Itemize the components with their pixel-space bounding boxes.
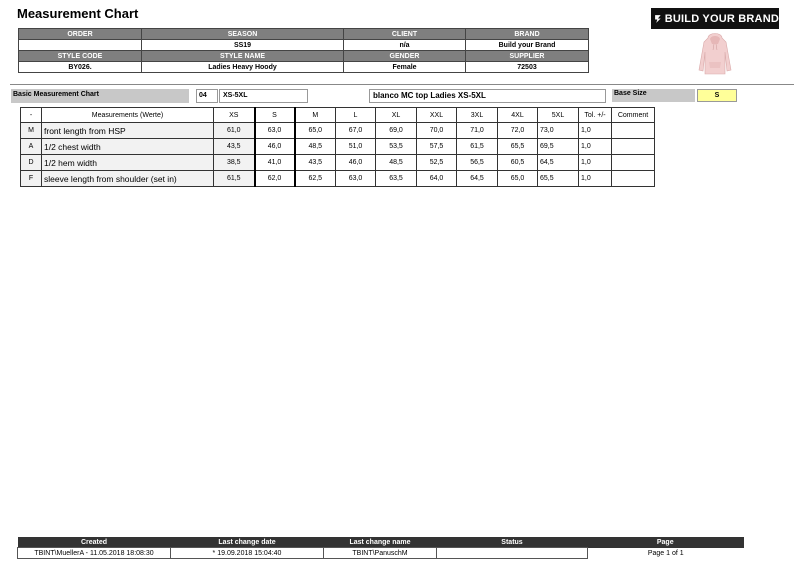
value-4xl: 65,0 — [498, 171, 538, 187]
table-row — [21, 139, 655, 155]
brand-logo-text: BUILD YOUR BRAND — [664, 12, 779, 25]
value-m: 43,5 — [295, 155, 336, 171]
value-xl: 48,5 — [376, 155, 417, 171]
value-comment — [612, 171, 655, 187]
value-s: 46,0 — [255, 139, 295, 155]
supplier-label: SUPPLIER — [466, 51, 589, 62]
col-header-xs: XS — [214, 108, 255, 123]
page-number: Page 1 of 1 — [588, 548, 744, 559]
value-tolerance: 1,0 — [579, 139, 612, 155]
status-label: Status — [437, 537, 588, 548]
last-change-name-value: TBINT\PanuschM — [324, 548, 437, 559]
value-comment — [612, 123, 655, 139]
value-xxl: 52,5 — [417, 155, 457, 171]
value-m: 48,5 — [295, 139, 336, 155]
style-name-value: Ladies Heavy Hoody — [142, 62, 344, 73]
last-change-name-label: Last change name — [324, 537, 437, 548]
value-s: 62,0 — [255, 171, 295, 187]
hoodie-product-image — [696, 30, 734, 78]
value-tolerance: 1,0 — [579, 123, 612, 139]
value-5xl: 65,5 — [538, 171, 579, 187]
value-comment — [612, 139, 655, 155]
value-xl: 69,0 — [376, 123, 417, 139]
style-info-table — [18, 28, 589, 73]
base-size-value: S — [697, 89, 737, 102]
brand-logo — [651, 8, 779, 29]
chart-code-field: 04 — [196, 89, 218, 103]
season-value: SS19 — [142, 40, 344, 51]
size-range-field: XS-5XL — [219, 89, 308, 103]
byb-logo-icon — [654, 11, 662, 27]
supplier-value: 72503 — [466, 62, 589, 73]
value-l: 67,0 — [336, 123, 376, 139]
row-measurement-name: 1/2 hem width — [42, 155, 214, 171]
col-header-tolerance: Tol. +/- — [579, 108, 612, 123]
col-header-m: M — [295, 108, 336, 123]
table-row — [21, 171, 655, 187]
client-label: CLIENT — [344, 29, 466, 40]
footer-info-table — [17, 537, 744, 559]
created-label: Created — [18, 537, 171, 548]
value-xl: 63,5 — [376, 171, 417, 187]
value-tolerance: 1,0 — [579, 155, 612, 171]
row-code: A — [21, 139, 42, 155]
basic-measurement-chart-label: Basic Measurement Chart — [11, 89, 189, 103]
value-3xl: 71,0 — [457, 123, 498, 139]
measurement-table — [20, 107, 655, 187]
table-row — [21, 155, 655, 171]
col-header-xxl: XXL — [417, 108, 457, 123]
col-header-measurement: Measurements (Werte) — [42, 108, 214, 123]
table-header-row — [21, 108, 655, 123]
page-label: Page — [588, 537, 744, 548]
created-value: TBINT\MuellerA - 11.05.2018 18:08:30 — [18, 548, 171, 559]
value-5xl: 73,0 — [538, 123, 579, 139]
col-header-comment: Comment — [612, 108, 655, 123]
col-header-xl: XL — [376, 108, 417, 123]
row-code: F — [21, 171, 42, 187]
value-4xl: 72,0 — [498, 123, 538, 139]
value-s: 63,0 — [255, 123, 295, 139]
gender-value: Female — [344, 62, 466, 73]
col-header-4xl: 4XL — [498, 108, 538, 123]
base-size-label: Base Size — [612, 89, 695, 102]
chart-description-field: blanco MC top Ladies XS-5XL — [369, 89, 606, 103]
value-4xl: 60,5 — [498, 155, 538, 171]
row-measurement-name: 1/2 chest width — [42, 139, 214, 155]
value-s: 41,0 — [255, 155, 295, 171]
value-l: 46,0 — [336, 155, 376, 171]
col-header-s: S — [255, 108, 295, 123]
value-l: 63,0 — [336, 171, 376, 187]
row-measurement-name: sleeve length from shoulder (set in) — [42, 171, 214, 187]
order-value — [19, 40, 142, 51]
col-header-3xl: 3XL — [457, 108, 498, 123]
value-comment — [612, 155, 655, 171]
gender-label: GENDER — [344, 51, 466, 62]
value-l: 51,0 — [336, 139, 376, 155]
value-3xl: 61,5 — [457, 139, 498, 155]
value-xs: 61,0 — [214, 123, 255, 139]
season-label: SEASON — [142, 29, 344, 40]
value-3xl: 64,5 — [457, 171, 498, 187]
section-divider — [10, 84, 794, 85]
table-row — [21, 123, 655, 139]
value-xs: 38,5 — [214, 155, 255, 171]
row-code: D — [21, 155, 42, 171]
value-5xl: 64,5 — [538, 155, 579, 171]
row-measurement-name: front length from HSP — [42, 123, 214, 139]
value-xs: 61,5 — [214, 171, 255, 187]
brand-value: Build your Brand — [466, 40, 589, 51]
col-header-code: - — [21, 108, 42, 123]
style-code-value: BY026. — [19, 62, 142, 73]
value-5xl: 69,5 — [538, 139, 579, 155]
style-code-label: STYLE CODE — [19, 51, 142, 62]
status-value — [437, 548, 588, 559]
col-header-5xl: 5XL — [538, 108, 579, 123]
value-xxl: 64,0 — [417, 171, 457, 187]
value-xxl: 57,5 — [417, 139, 457, 155]
value-m: 65,0 — [295, 123, 336, 139]
last-change-date-label: Last change date — [171, 537, 324, 548]
order-label: ORDER — [19, 29, 142, 40]
brand-label: BRAND — [466, 29, 589, 40]
col-header-l: L — [336, 108, 376, 123]
client-value: n/a — [344, 40, 466, 51]
value-4xl: 65,5 — [498, 139, 538, 155]
last-change-date-value: * 19.09.2018 15:04:40 — [171, 548, 324, 559]
value-xl: 53,5 — [376, 139, 417, 155]
value-3xl: 56,5 — [457, 155, 498, 171]
row-code: M — [21, 123, 42, 139]
value-xxl: 70,0 — [417, 123, 457, 139]
value-tolerance: 1,0 — [579, 171, 612, 187]
style-name-label: STYLE NAME — [142, 51, 344, 62]
page-title: Measurement Chart — [17, 6, 139, 21]
value-xs: 43,5 — [214, 139, 255, 155]
value-m: 62,5 — [295, 171, 336, 187]
